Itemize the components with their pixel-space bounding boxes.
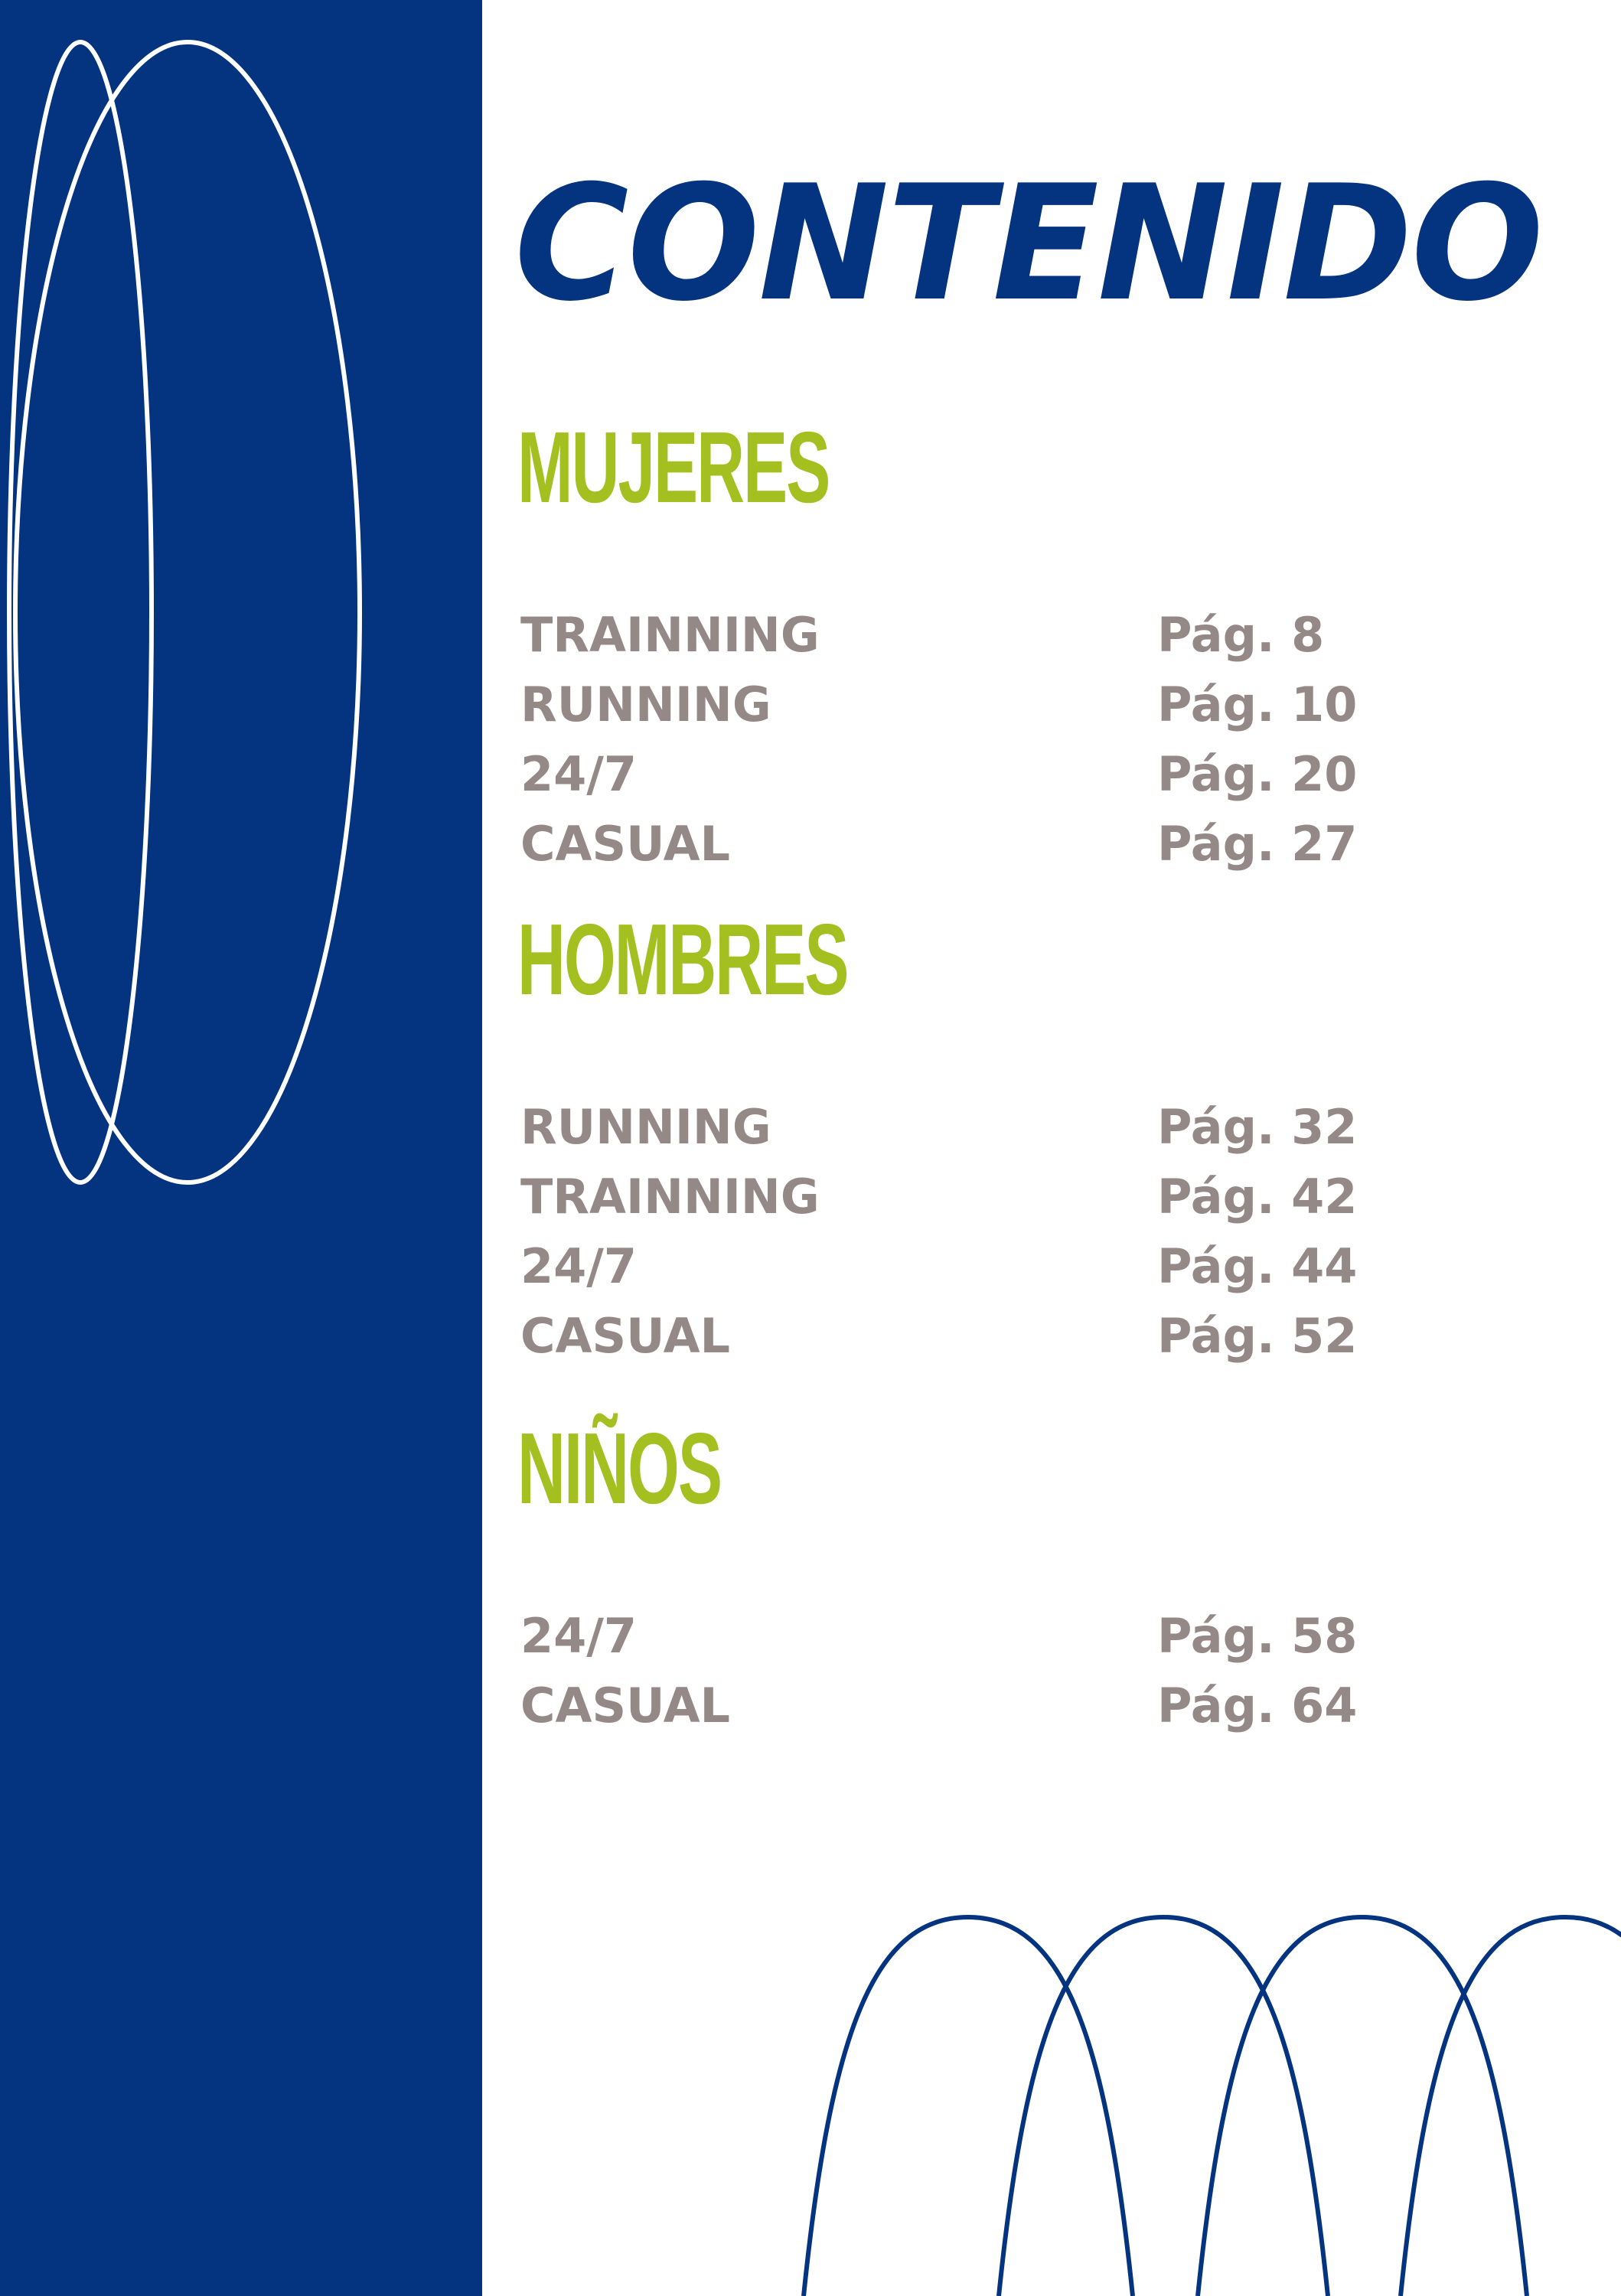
entry-page: Pág. 58 (1157, 1608, 1358, 1664)
page-title: CONTENIDO (514, 152, 1543, 337)
entry-label: CASUAL (520, 1308, 731, 1364)
toc-entry[interactable] (517, 670, 1512, 739)
toc-entry[interactable] (517, 1232, 1512, 1301)
entry-label: CASUAL (520, 1678, 731, 1733)
entry-page: Pág. 32 (1157, 1099, 1358, 1155)
arch-2 (999, 1917, 1328, 2296)
entry-label: CASUAL (520, 816, 731, 872)
section-mujeres (517, 411, 1512, 872)
oval-right (15, 42, 360, 1182)
entry-page: Pág. 42 (1157, 1169, 1358, 1225)
entry-label: TRAINNING (520, 1169, 820, 1225)
toc-entry[interactable] (517, 601, 1512, 670)
arch-1 (804, 1917, 1133, 2296)
toc-entry[interactable] (517, 1302, 1512, 1371)
arch-4 (1401, 1917, 1621, 2296)
entry-page: Pág. 10 (1157, 677, 1358, 732)
section-hombres (517, 903, 1512, 1364)
entry-page: Pág. 27 (1157, 816, 1358, 872)
toc-entry[interactable] (517, 1093, 1512, 1162)
entry-page: Pág. 8 (1157, 607, 1325, 663)
entry-page: Pág. 44 (1157, 1238, 1358, 1294)
toc-entry[interactable] (517, 1163, 1512, 1231)
entry-label: RUNNING (520, 1099, 771, 1155)
entry-page: Pág. 20 (1157, 746, 1358, 802)
entry-page: Pág. 64 (1157, 1678, 1358, 1733)
entry-label: 24/7 (520, 1608, 638, 1664)
toc-entry[interactable] (517, 810, 1512, 879)
entry-label: TRAINNING (520, 607, 820, 663)
entry-label: RUNNING (520, 677, 771, 732)
arch-3 (1198, 1917, 1527, 2296)
entry-page: Pág. 52 (1157, 1308, 1358, 1364)
toc-entry[interactable] (517, 740, 1512, 809)
decorative-ovals (0, 0, 482, 1225)
entry-label: 24/7 (520, 746, 638, 802)
decorative-arches (796, 1906, 1621, 2296)
section-heading: HOMBRES (517, 903, 848, 1016)
section-heading: MUJERES (517, 411, 830, 523)
toc-entry[interactable] (517, 1602, 1512, 1671)
section-ninos (517, 1412, 1512, 1733)
oval-left (9, 42, 152, 1182)
entry-label: 24/7 (520, 1238, 638, 1294)
toc-entry[interactable] (517, 1671, 1512, 1740)
section-heading: NIÑOS (517, 1412, 722, 1525)
